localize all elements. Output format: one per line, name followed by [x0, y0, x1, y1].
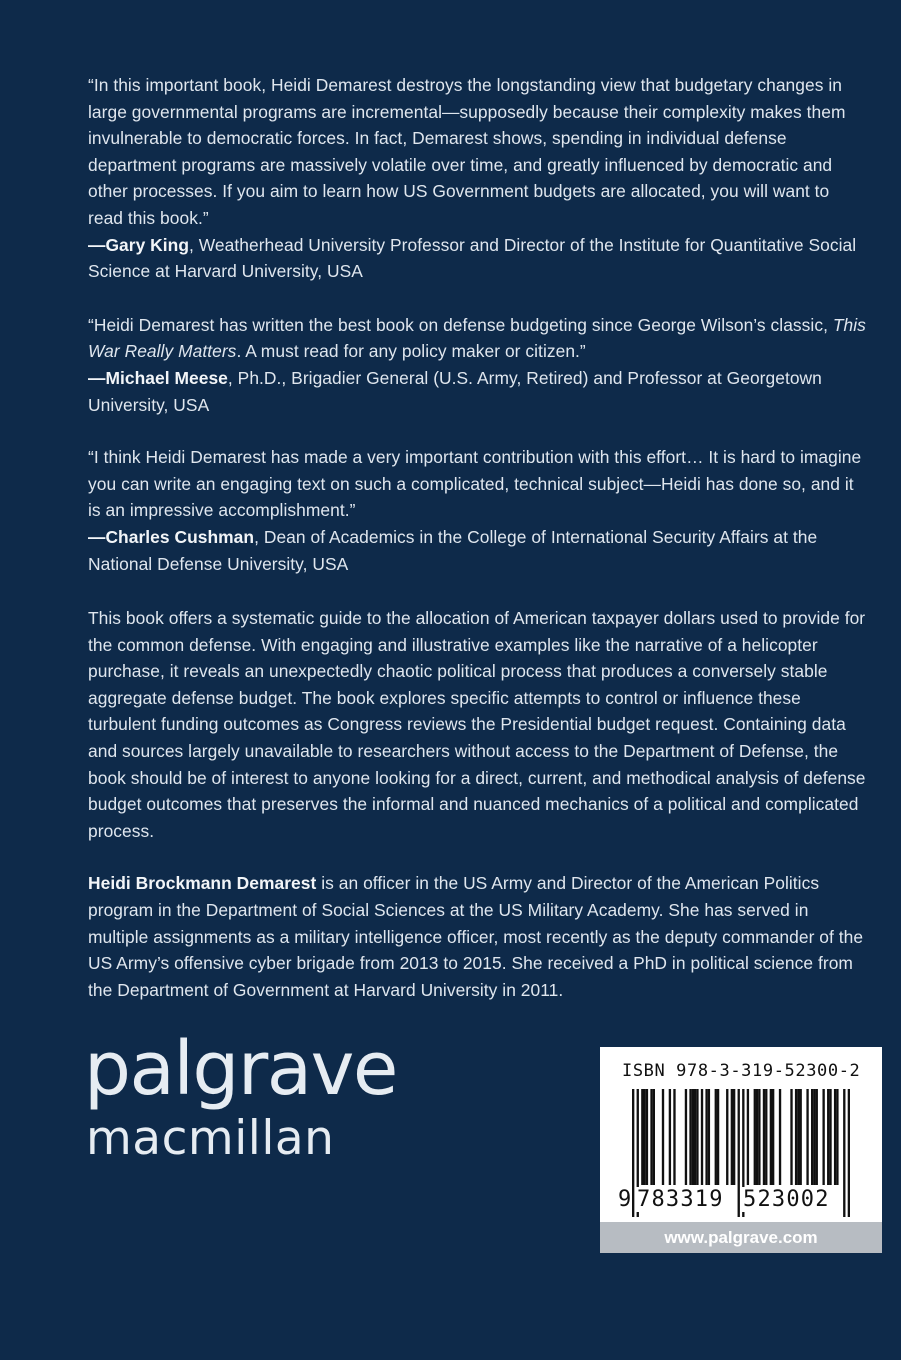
barcode-bar [692, 1089, 694, 1185]
quote-text-before: “Heidi Demarest has written the best book on defense budgeting since George Wilson’s classic, [88, 314, 833, 335]
quote-book-title: This War Really Matters [88, 314, 866, 362]
barcode-bar [701, 1089, 703, 1185]
barcode-bar [694, 1089, 696, 1185]
barcode-bar [836, 1089, 838, 1185]
quote-affiliation: , Dean of Academics in the College of International Security Affairs at the National Defense University, USA [88, 526, 818, 574]
barcode-bar [696, 1089, 698, 1185]
barcode-bar [763, 1089, 765, 1185]
barcode-bar [646, 1089, 648, 1185]
publisher-logo-line1: palgrave [84, 1026, 397, 1112]
barcode-bar [779, 1089, 781, 1185]
barcode-bar [806, 1089, 808, 1185]
quote-meese [88, 312, 868, 418]
author-name: Heidi Brockmann Demarest [88, 873, 317, 894]
quote-text-after: . A must read for any policy maker or citizen.” [236, 341, 586, 362]
author-bio-text: is an officer in the US Army and Director of the American Politics program in the Department of Social Sciences at the US Military Academy. She has served in multiple assignments as a military intelligence officer, most recently as the deputy commander of the US Army’s offensive cyber brigade from 2013 to 2015. She received a PhD in political science from the Department of Government at Harvard University in 2011. [88, 873, 864, 1000]
barcode-bar [705, 1089, 707, 1185]
isbn-barcode [600, 1047, 882, 1222]
barcode-bar [754, 1089, 756, 1185]
barcode-bar [797, 1089, 799, 1185]
quote-dash: — [88, 367, 106, 388]
publisher-logo [84, 1026, 397, 1166]
barcode-bar [756, 1089, 758, 1185]
barcode-bar [790, 1089, 792, 1185]
barcode-bar [770, 1089, 772, 1185]
quote-dash: — [88, 526, 106, 547]
barcode-bar [758, 1089, 760, 1185]
back-cover-text [88, 72, 868, 1003]
barcode-bar [653, 1089, 655, 1185]
barcode-bar [673, 1089, 675, 1185]
quote-attribution [88, 524, 868, 577]
barcode-bar [848, 1089, 850, 1217]
barcode-bar [811, 1089, 813, 1185]
barcode-bar [765, 1089, 767, 1185]
barcode-bar [772, 1089, 774, 1185]
barcode-bar [717, 1089, 719, 1185]
quote-text: “In this important book, Heidi Demarest destroys the longstanding view that budgetary changes in large governmental programs are incremental—supposedly because their complexity makes them invulnerable to democratic forces. In fact, Demarest shows, spending in individual defense department programs are massively volatile over time, and greatly influenced by democratic and other processes. If you aim to learn how US Government budgets are allocated, you will want to read this book.” [88, 75, 846, 228]
ean-first-digit: 9 [618, 1187, 632, 1212]
barcode-bar [829, 1089, 831, 1185]
barcode-bar [643, 1089, 645, 1185]
barcode-bar [795, 1089, 797, 1185]
quote-text [88, 312, 868, 365]
barcode-bar [843, 1089, 845, 1217]
barcode-bar [738, 1089, 740, 1217]
barcode-bar [822, 1089, 824, 1185]
quote-text: “I think Heidi Demarest has made a very important contribution with this effort… It is hard to imagine you can write an engaging text on such a complicated, technical subject—Heidi has done so, and it is an impressive accomplishment.” [88, 447, 862, 521]
barcode-bar [685, 1089, 687, 1185]
barcode-bar [708, 1089, 710, 1185]
barcode-bar [632, 1089, 634, 1217]
ean-left-digits: 783319 [637, 1187, 724, 1212]
barcode-bar [715, 1089, 717, 1185]
barcode-bar [726, 1089, 728, 1185]
barcode-bar [662, 1089, 664, 1185]
barcode-bar [813, 1089, 815, 1185]
barcode-bar [689, 1089, 691, 1185]
barcode-bar [733, 1089, 735, 1185]
quote-attribution [88, 232, 868, 285]
publisher-logo-line2: macmillan [86, 1111, 335, 1166]
quote-cushman [88, 444, 868, 577]
author-bio [88, 870, 868, 1003]
quote-affiliation: , Weatherhead University Professor and Director of the Institute for Quantitative Social Science at Harvard University, USA [88, 234, 857, 282]
barcode-bar [827, 1089, 829, 1185]
quote-king [88, 72, 868, 285]
quote-author: Charles Cushman [105, 526, 255, 547]
quote-dash: — [88, 234, 106, 255]
barcode-bar [669, 1089, 671, 1185]
book-description: This book offers a systematic guide to the allocation of American taxpayer dollars used to provide for the common defense. With engaging and illustrative examples like the narrative of a helicopter purchase, it reveals an unexpectedly chaotic political process that produces a conversely stable aggregate defense budget. The book explores specific attempts to control or influence these turbulent funding outcomes as Congress reviews the Presidential budget request. Containing data and sources largely unavailable to researchers without access to the Department of Defense, the book should be of interest to anyone looking for a direct, current, and methodical analysis of defense budget outcomes that preserves the informal and nuanced mechanics of a political and complicated process. [88, 608, 866, 841]
barcode-bar [747, 1089, 749, 1185]
ean-right-digits: 523002 [743, 1187, 830, 1212]
barcode-bar [731, 1089, 733, 1185]
barcode-bar [650, 1089, 652, 1185]
barcode-bar [834, 1089, 836, 1185]
barcode-bar [641, 1089, 643, 1185]
quote-attribution [88, 365, 868, 418]
barcode-bar [800, 1089, 802, 1185]
barcode-bar [816, 1089, 818, 1185]
quote-author: Michael Meese [105, 367, 228, 388]
isbn-label: ISBN 978-3-319-52300-2 [622, 1061, 861, 1081]
publisher-website: www.palgrave.com [600, 1222, 882, 1253]
quote-affiliation: , Ph.D., Brigadier General (U.S. Army, Retired) and Professor at Georgetown University, USA [88, 367, 822, 415]
quote-author: Gary King [105, 234, 190, 255]
